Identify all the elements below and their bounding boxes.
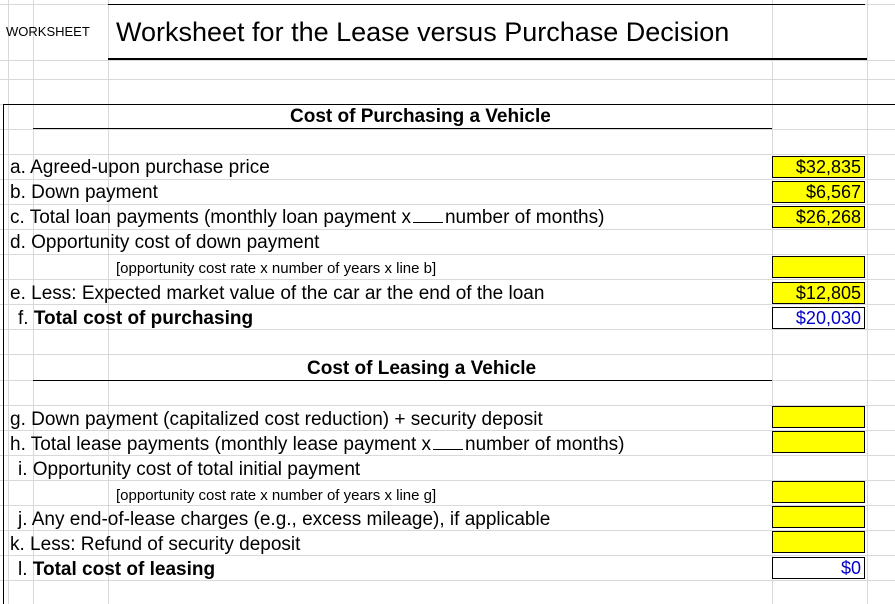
purchase-section-title: Cost of Purchasing a Vehicle [290, 106, 551, 127]
purchase-line-d-label: d. Opportunity cost of down payment [10, 232, 320, 253]
lease-months-blank[interactable] [433, 435, 463, 450]
lease-line-i-label: i. Opportunity cost of total initial payment [18, 459, 361, 480]
purchase-line-c-label [10, 207, 604, 229]
purchase-line-d-formula: [opportunity cost rate x number of years x line b] [116, 260, 437, 277]
title-top-rule [108, 4, 865, 5]
lease-down-payment-cell[interactable] [772, 406, 865, 428]
lease-line-i-formula: [opportunity cost rate x number of years x line g] [116, 487, 437, 504]
lease-line-l-prefix: l. [18, 559, 28, 580]
opportunity-cost-initial-payment-cell[interactable] [772, 481, 865, 503]
down-payment-cell[interactable]: $6,567 [772, 181, 865, 203]
lease-line-h-left: h. Total lease payments (monthly lease payment x [10, 434, 432, 455]
purchase-section-rule [33, 128, 772, 129]
lease-line-j-label: j. Any end-of-lease charges (e.g., excess mileage), if applicable [18, 509, 551, 530]
lease-line-g-label: g. Down payment (capitalized cost reduction) + security deposit [10, 409, 543, 430]
purchase-price-cell[interactable]: $32,835 [772, 156, 865, 178]
lease-line-h-right: number of months) [465, 434, 625, 455]
lease-line-h-label [10, 434, 625, 456]
lease-section-title: Cost of Leasing a Vehicle [307, 358, 537, 379]
purchase-line-c-left: c. Total loan payments (monthly loan payment x [10, 207, 411, 228]
lease-section-rule [33, 380, 772, 381]
title-bottom-rule [108, 58, 867, 60]
purchase-line-c-right: number of months) [444, 207, 605, 228]
opportunity-cost-down-payment-cell[interactable] [772, 256, 865, 278]
total-cost-purchasing-cell[interactable]: $20,030 [772, 307, 865, 329]
purchase-line-a-label: a. Agreed-upon purchase price [10, 157, 270, 178]
purchase-line-e-label: e. Less: Expected market value of the car ar the end of the loan [10, 283, 545, 304]
refund-security-deposit-cell[interactable] [772, 531, 865, 553]
purchase-line-f-label [18, 308, 253, 330]
end-of-lease-charges-cell[interactable] [772, 506, 865, 528]
total-loan-payments-cell[interactable]: $26,268 [772, 206, 865, 228]
purchase-line-f-text: Total cost of purchasing [33, 308, 254, 329]
worksheet-box-top-border [3, 104, 895, 105]
purchase-line-b-label: b. Down payment [10, 182, 158, 203]
page-title: Worksheet for the Lease versus Purchase Decision [116, 17, 730, 47]
lease-line-l-text: Total cost of leasing [32, 559, 216, 580]
total-cost-leasing-cell[interactable]: $0 [772, 557, 865, 579]
months-blank[interactable] [413, 208, 443, 223]
expected-market-value-cell[interactable]: $12,805 [772, 282, 865, 304]
worksheet-box-left-border [3, 104, 4, 604]
purchase-line-f-prefix: f. [18, 308, 29, 329]
worksheet-label: WORKSHEET [6, 24, 90, 39]
lease-line-l-label [18, 559, 215, 581]
lease-line-k-label: k. Less: Refund of security deposit [10, 534, 301, 555]
total-lease-payments-cell[interactable] [772, 431, 865, 453]
